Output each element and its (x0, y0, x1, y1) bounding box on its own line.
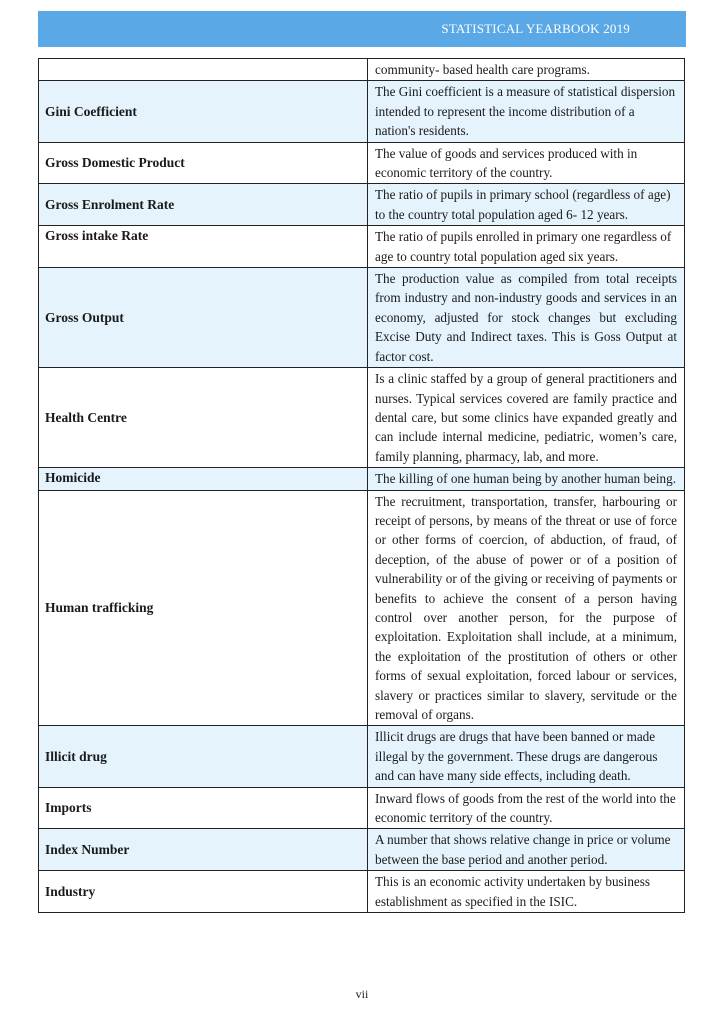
table-row (39, 368, 685, 468)
table-row (39, 871, 685, 913)
table-row (39, 829, 685, 871)
table-row (39, 787, 685, 829)
header-banner (38, 11, 686, 47)
table-row (39, 468, 685, 490)
definition-cell: The recruitment, transportation, transfer, harbouring or receipt of persons, by means of the threat or use of force or other forms of coercion, of abduction, of fraud, of deception, of the abuse of power or of a position of vulnerability or of the giving or receiving of payments or benefits to achieve the consent of a person having control over another person, for the purpose of exploitation. Exploitation shall include, at a minimum, the exploitation of the prostitution of others or other forms of sexual exploitation, forced labour or services, slavery or practices similar to slavery, servitude or the removal of organs. (368, 490, 685, 726)
table-row (39, 226, 685, 268)
term-cell: Imports (39, 787, 368, 829)
table-row (39, 268, 685, 368)
definition-cell: Is a clinic staffed by a group of general practitioners and nurses. Typical services covered are family practice and dental care, but some clinics have expanded greatly and can include internal medicine, pediatric, women’s care, family planning, pharmacy, lab, and more. (368, 368, 685, 468)
glossary-table (38, 58, 685, 913)
table-row (39, 142, 685, 184)
definition-cell: The ratio of pupils in primary school (regardless of age) to the country total population aged 6- 12 years. (368, 184, 685, 226)
term-cell: Health Centre (39, 368, 368, 468)
table-row (39, 81, 685, 142)
term-cell: Gross Enrolment Rate (39, 184, 368, 226)
table-row (39, 184, 685, 226)
definition-cell: The ratio of pupils enrolled in primary one regardless of age to country total population aged six years. (368, 226, 685, 268)
definition-cell: The Gini coefficient is a measure of statistical dispersion intended to represent the income distribution of a nation's residents. (368, 81, 685, 142)
term-cell: Human trafficking (39, 490, 368, 726)
term-cell (39, 59, 368, 81)
table-row (39, 59, 685, 81)
term-cell: Gross intake Rate (39, 226, 368, 268)
page-number: vii (355, 987, 369, 1001)
definition-cell: This is an economic activity undertaken by business establishment as specified in the ISIC. (368, 871, 685, 913)
term-cell: Index Number (39, 829, 368, 871)
term-cell: Gross Output (39, 268, 368, 368)
term-cell: Homicide (39, 468, 368, 490)
definition-cell: community- based health care programs. (368, 59, 685, 81)
definition-cell: The killing of one human being by another human being. (368, 468, 685, 490)
definition-cell: The value of goods and services produced with in economic territory of the country. (368, 142, 685, 184)
definition-cell: A number that shows relative change in price or volume between the base period and another period. (368, 829, 685, 871)
table-row (39, 490, 685, 726)
term-cell: Gini Coefficient (39, 81, 368, 142)
definition-cell: Illicit drugs are drugs that have been banned or made illegal by the government. These drugs are dangerous and can have many side effects, including death. (368, 726, 685, 787)
header-title: STATISTICAL YEARBOOK 2019 (441, 21, 630, 36)
definition-cell: Inward flows of goods from the rest of the world into the economic territory of the country. (368, 787, 685, 829)
table-row (39, 726, 685, 787)
definition-cell: The production value as compiled from total receipts from industry and non-industry goods and services in an economy, adjusted for stock changes but excluding Excise Duty and Indirect taxes. This is Goss Output at factor cost. (368, 268, 685, 368)
term-cell: Illicit drug (39, 726, 368, 787)
term-cell: Industry (39, 871, 368, 913)
term-cell: Gross Domestic Product (39, 142, 368, 184)
